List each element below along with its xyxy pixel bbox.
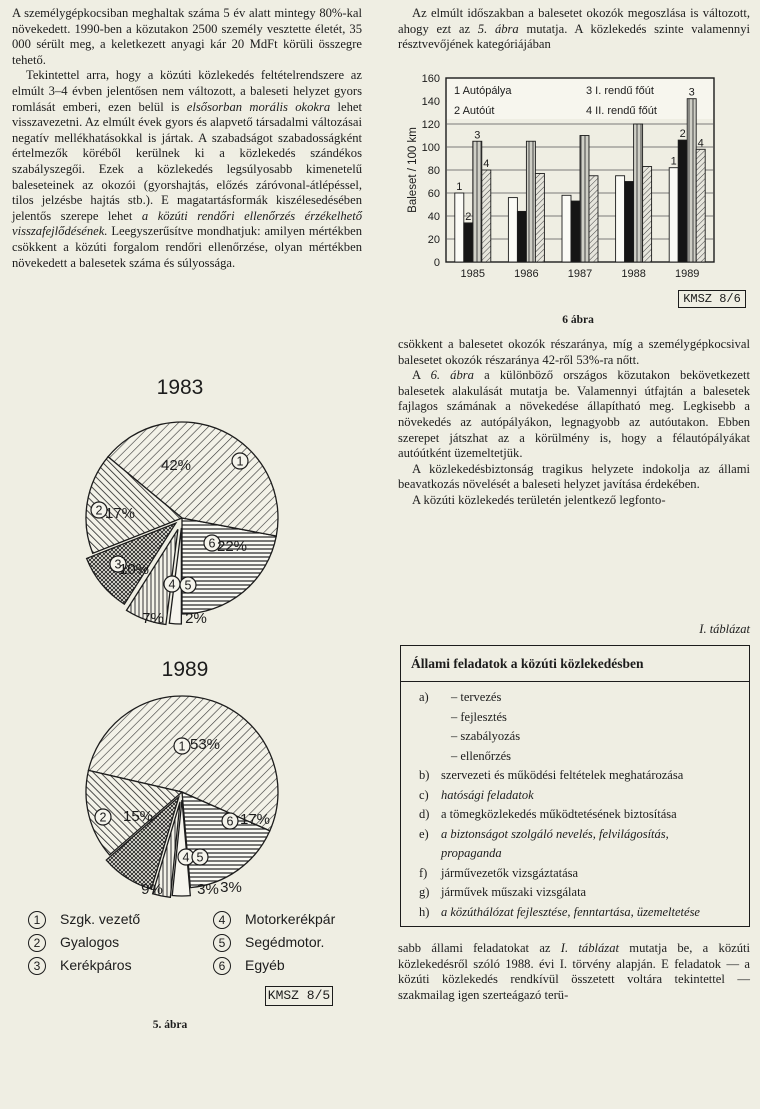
legend-entry: 2 Autóút — [454, 105, 495, 117]
table-row — [419, 846, 744, 861]
table-row-text: a tömegközlekedés működtetésének biztosítása — [441, 807, 677, 821]
y-tick-label: 140 — [421, 96, 440, 108]
bar — [535, 173, 544, 262]
table-row-text: a közúthálózat fejlesztése, fenntartása, üzemeltetése — [441, 904, 700, 919]
paragraph: csökkent a balesetet okozók részaránya, míg a személygépkocsival balesetet okozók részaránya 42-ről 53%-ra nőtt. — [398, 337, 750, 367]
table-row — [419, 807, 744, 822]
legend-number-badge: 5 — [213, 934, 231, 952]
legend-item — [28, 911, 140, 929]
bar — [517, 211, 526, 262]
pie-percent-label: 42% — [160, 457, 192, 474]
svg-text:1: 1 — [178, 739, 186, 754]
table-row-text: hatósági feladatok — [441, 787, 534, 802]
legend-label: Motorkerékpár — [245, 911, 336, 927]
pie-percent-label: 15% — [122, 808, 154, 825]
table-row-marker: h) — [419, 904, 430, 919]
bar — [589, 176, 598, 262]
bar-series-number: 1 — [456, 181, 463, 193]
pie-percent-label: 7% — [142, 610, 164, 627]
table-row-text: szervezeti és működési feltételek meghatározása — [441, 768, 684, 782]
legend-item — [28, 957, 132, 975]
x-tick-label: 1987 — [567, 268, 593, 280]
table-row-text: a biztonságot szolgáló nevelés, felvilágosítás, — [441, 826, 669, 841]
bar — [508, 198, 517, 262]
table-row-marker: b) — [419, 768, 430, 782]
legend-label: Gyalogos — [60, 934, 120, 950]
pie-percent-label: 2% — [185, 610, 207, 627]
table-row — [419, 768, 744, 783]
y-tick-label: 100 — [421, 142, 440, 154]
table-row — [419, 788, 744, 803]
bar-chart-figure-6 — [404, 72, 744, 320]
table-title-rule — [401, 681, 749, 682]
pie-percent-label: 22% — [216, 538, 248, 555]
table-row-text: – fejlesztés — [451, 709, 507, 724]
pie-percent-label: 3% — [220, 879, 242, 896]
pie-slice-number — [164, 576, 180, 592]
bar-series-number: 4 — [483, 158, 490, 170]
table-row — [419, 885, 744, 900]
table-row — [419, 729, 744, 744]
svg-text:1: 1 — [236, 454, 244, 469]
y-axis-label: Baleset / 100 km — [407, 127, 419, 213]
legend-label: Szgk. vezető — [60, 911, 141, 927]
svg-text:3: 3 — [114, 557, 122, 572]
table-row-marker: d) — [419, 807, 430, 821]
right-column-intro — [398, 6, 750, 53]
bar — [687, 99, 696, 262]
pie-1983-title: 1983 — [156, 376, 204, 399]
pie-percent-label: 53% — [189, 736, 221, 753]
table-row-text: – ellenőrzés — [451, 748, 512, 763]
figure-5-caption: 5. ábra — [152, 1019, 188, 1031]
figure-6-code: KMSZ 8/6 — [678, 290, 746, 308]
right-column-final — [398, 941, 750, 1003]
svg-text:4: 4 — [168, 577, 176, 592]
svg-text:2: 2 — [95, 503, 103, 518]
bar — [625, 182, 634, 263]
paragraph: A közúti közlekedés területén jelentkező legfonto- — [412, 492, 666, 507]
bar — [580, 136, 589, 263]
pie-percent-label: 10% — [118, 561, 150, 578]
y-tick-label: 120 — [421, 119, 440, 131]
x-tick-label: 1989 — [674, 268, 700, 280]
bar — [473, 141, 482, 262]
bar-series-number: 1 — [670, 155, 677, 168]
bar — [562, 195, 571, 262]
legend-entry: 4 II. rendű főút — [586, 105, 657, 117]
table-row — [419, 866, 744, 881]
legend-number-badge: 1 — [28, 911, 46, 929]
bar — [571, 201, 580, 262]
table-label: I. táblázat — [699, 622, 750, 636]
legend-number-badge: 2 — [28, 934, 46, 952]
table-row — [419, 905, 744, 920]
table-row-text: propaganda — [441, 846, 502, 860]
paragraph: A közlekedésbiztonság tragikus helyzete indokolja az állami beavatkozás növelését a baleseti helyzet javítása érdekében. — [398, 461, 750, 492]
table-row-text: járművek műszaki vizsgálata — [441, 885, 587, 899]
legend-number-badge: 3 — [28, 957, 46, 975]
legend-item — [213, 957, 285, 975]
bar — [634, 124, 643, 262]
legend-number-badge: 4 — [213, 911, 231, 929]
paragraph: A 6. ábra a különböző országos közutakon bekövetkezett balesetek alakulását mutatja be. Valamennyi útfajtán a balesetek fajlagos számának a növekedése állapítható meg. Legkisebb a növekedés az autópályákon, legnagyobb az autóutakon. Ebben szerepet játszhat az a körülmény is, hogy a félautópályákat autóútként üzemeltetjük. — [398, 368, 750, 461]
svg-text:2: 2 — [99, 810, 107, 825]
legend-item — [213, 911, 335, 929]
bar — [482, 170, 491, 262]
paragraph: A személygépkocsiban meghaltak száma 5 év alatt mintegy 80%-kal növekedett. 1990-ben a közutakon 2500 személy vesztette életét, 35 000 sérült meg, a keletkezett anyagi kár 20 MdFt körüli összegre tehető. — [12, 6, 362, 67]
pie-percent-label: 9% — [141, 881, 163, 898]
legend-label: Kerékpáros — [60, 957, 132, 973]
svg-text:6: 6 — [226, 814, 234, 829]
bar-series-number: 3 — [474, 129, 481, 142]
bar — [696, 149, 705, 262]
legend-entry: 1 Autópálya — [454, 85, 512, 97]
paragraph: Tekintettel arra, hogy a közúti közlekedés feltételrendszere az elmúlt 3–4 évben jelentősen nem változott, a baleseti helyzet gyors romlását emberi, ezen belül is elsősorban morális okokra lehet visszavezetni. Az elmúlt évek gyors és alapvető társadalmi változásai negatív mellékhatásokkal is jártak. A szabadságot szabadosságként értelmezők köréből kerülnek ki a közlekedés szándékos szabályszegői. Ezek a közlekedés legsúlyosabb kimenetelű baleseteinek az okozói (gyorshajtás, előzés záróvonal-átlépéssel, tilos jelzésbe hajtás stb.). E magatartásformák kiszélesedésében jelentős szerepe lehet a közúti rendőri ellenőrzés érzékelhető visszafejlődésének. Leegyszerűsítve mondhatjuk: amilyen mértékben csökkent a közúti forgalom rendőri ellenőrzése, olyan mértékben növekedett a balesetek száma és súlyossága. — [12, 68, 363, 270]
bar-series-number: 2 — [679, 128, 686, 141]
bar — [616, 176, 625, 262]
table-row — [419, 710, 744, 725]
y-tick-label: 60 — [427, 188, 440, 200]
pie-chart-1989 — [82, 684, 282, 904]
svg-text:4: 4 — [182, 850, 190, 865]
pie-slice-number — [95, 809, 111, 825]
right-column-text — [398, 337, 750, 509]
pie-1989-title: 1989 — [161, 658, 209, 681]
bar-series-number: 3 — [688, 86, 695, 99]
figure-5-code: KMSZ 8/5 — [265, 986, 333, 1006]
table-title: Állami feladatok a közúti közlekedésben — [411, 656, 644, 671]
bar — [678, 140, 687, 262]
x-tick-label: 1988 — [621, 268, 646, 280]
table-row-text: járművezetők vizsgáztatása — [441, 865, 579, 880]
figure-6-caption: 6 ábra — [562, 314, 594, 326]
table-row-marker: c) — [419, 787, 429, 802]
x-tick-label: 1985 — [460, 268, 486, 280]
table-row — [419, 749, 744, 764]
legend-item — [213, 934, 324, 952]
y-tick-label: 160 — [421, 73, 440, 85]
legend-label: Segédmotor. — [245, 934, 325, 950]
bar — [455, 193, 464, 262]
table-box — [400, 645, 750, 927]
pie-slice-number — [192, 849, 208, 865]
table-row-marker: e) — [419, 826, 429, 841]
svg-text:5: 5 — [196, 850, 204, 865]
legend-label: Egyéb — [245, 957, 285, 973]
table-row — [419, 827, 744, 842]
paragraph: sabb állami feladatokat az I. táblázat mutatja be, a közúti közlekedésről szóló 1988. évi I. törvény alapján. E feladatok — a közúti közlekedés rendkívül összetett voltára tekintettel — szakmailag igen szerteágazó terü- — [398, 941, 751, 1002]
bar-series-number: 4 — [697, 137, 704, 150]
y-tick-label: 0 — [433, 257, 440, 269]
pie-slice-number — [232, 453, 248, 469]
y-tick-label: 40 — [427, 211, 440, 223]
pie-percent-label: 17% — [239, 811, 271, 828]
legend-number-badge: 6 — [213, 957, 231, 975]
table-row-marker: g) — [419, 885, 430, 899]
table-row-text: – tervezés — [451, 690, 502, 704]
y-tick-label: 80 — [427, 165, 440, 177]
table-row-marker: f) — [419, 865, 428, 880]
table-row — [419, 690, 744, 705]
bar — [464, 223, 473, 262]
bar-series-number: 2 — [465, 210, 472, 223]
legend-item — [28, 934, 119, 952]
bar — [643, 167, 652, 262]
pie-slice-number — [180, 577, 196, 593]
table-row-marker: a) — [419, 690, 429, 704]
left-column-text — [12, 6, 362, 271]
x-tick-label: 1986 — [514, 268, 539, 280]
pie-percent-label: 17% — [104, 505, 136, 522]
legend-entry: 3 I. rendű főút — [586, 85, 654, 97]
svg-text:6: 6 — [208, 536, 216, 551]
bar — [526, 141, 535, 262]
pie-percent-label: 3% — [197, 881, 219, 898]
svg-text:5: 5 — [184, 578, 192, 593]
paragraph: Az elmúlt időszakban a balesetet okozók megoszlása is változott, ahogy ezt az 5. ábra mutatja. A közlekedés szinte valamennyi résztvevőjének kategóriájában — [398, 6, 750, 52]
y-tick-label: 20 — [427, 234, 440, 246]
bar — [669, 168, 678, 262]
table-row-text: – szabályozás — [451, 729, 521, 743]
